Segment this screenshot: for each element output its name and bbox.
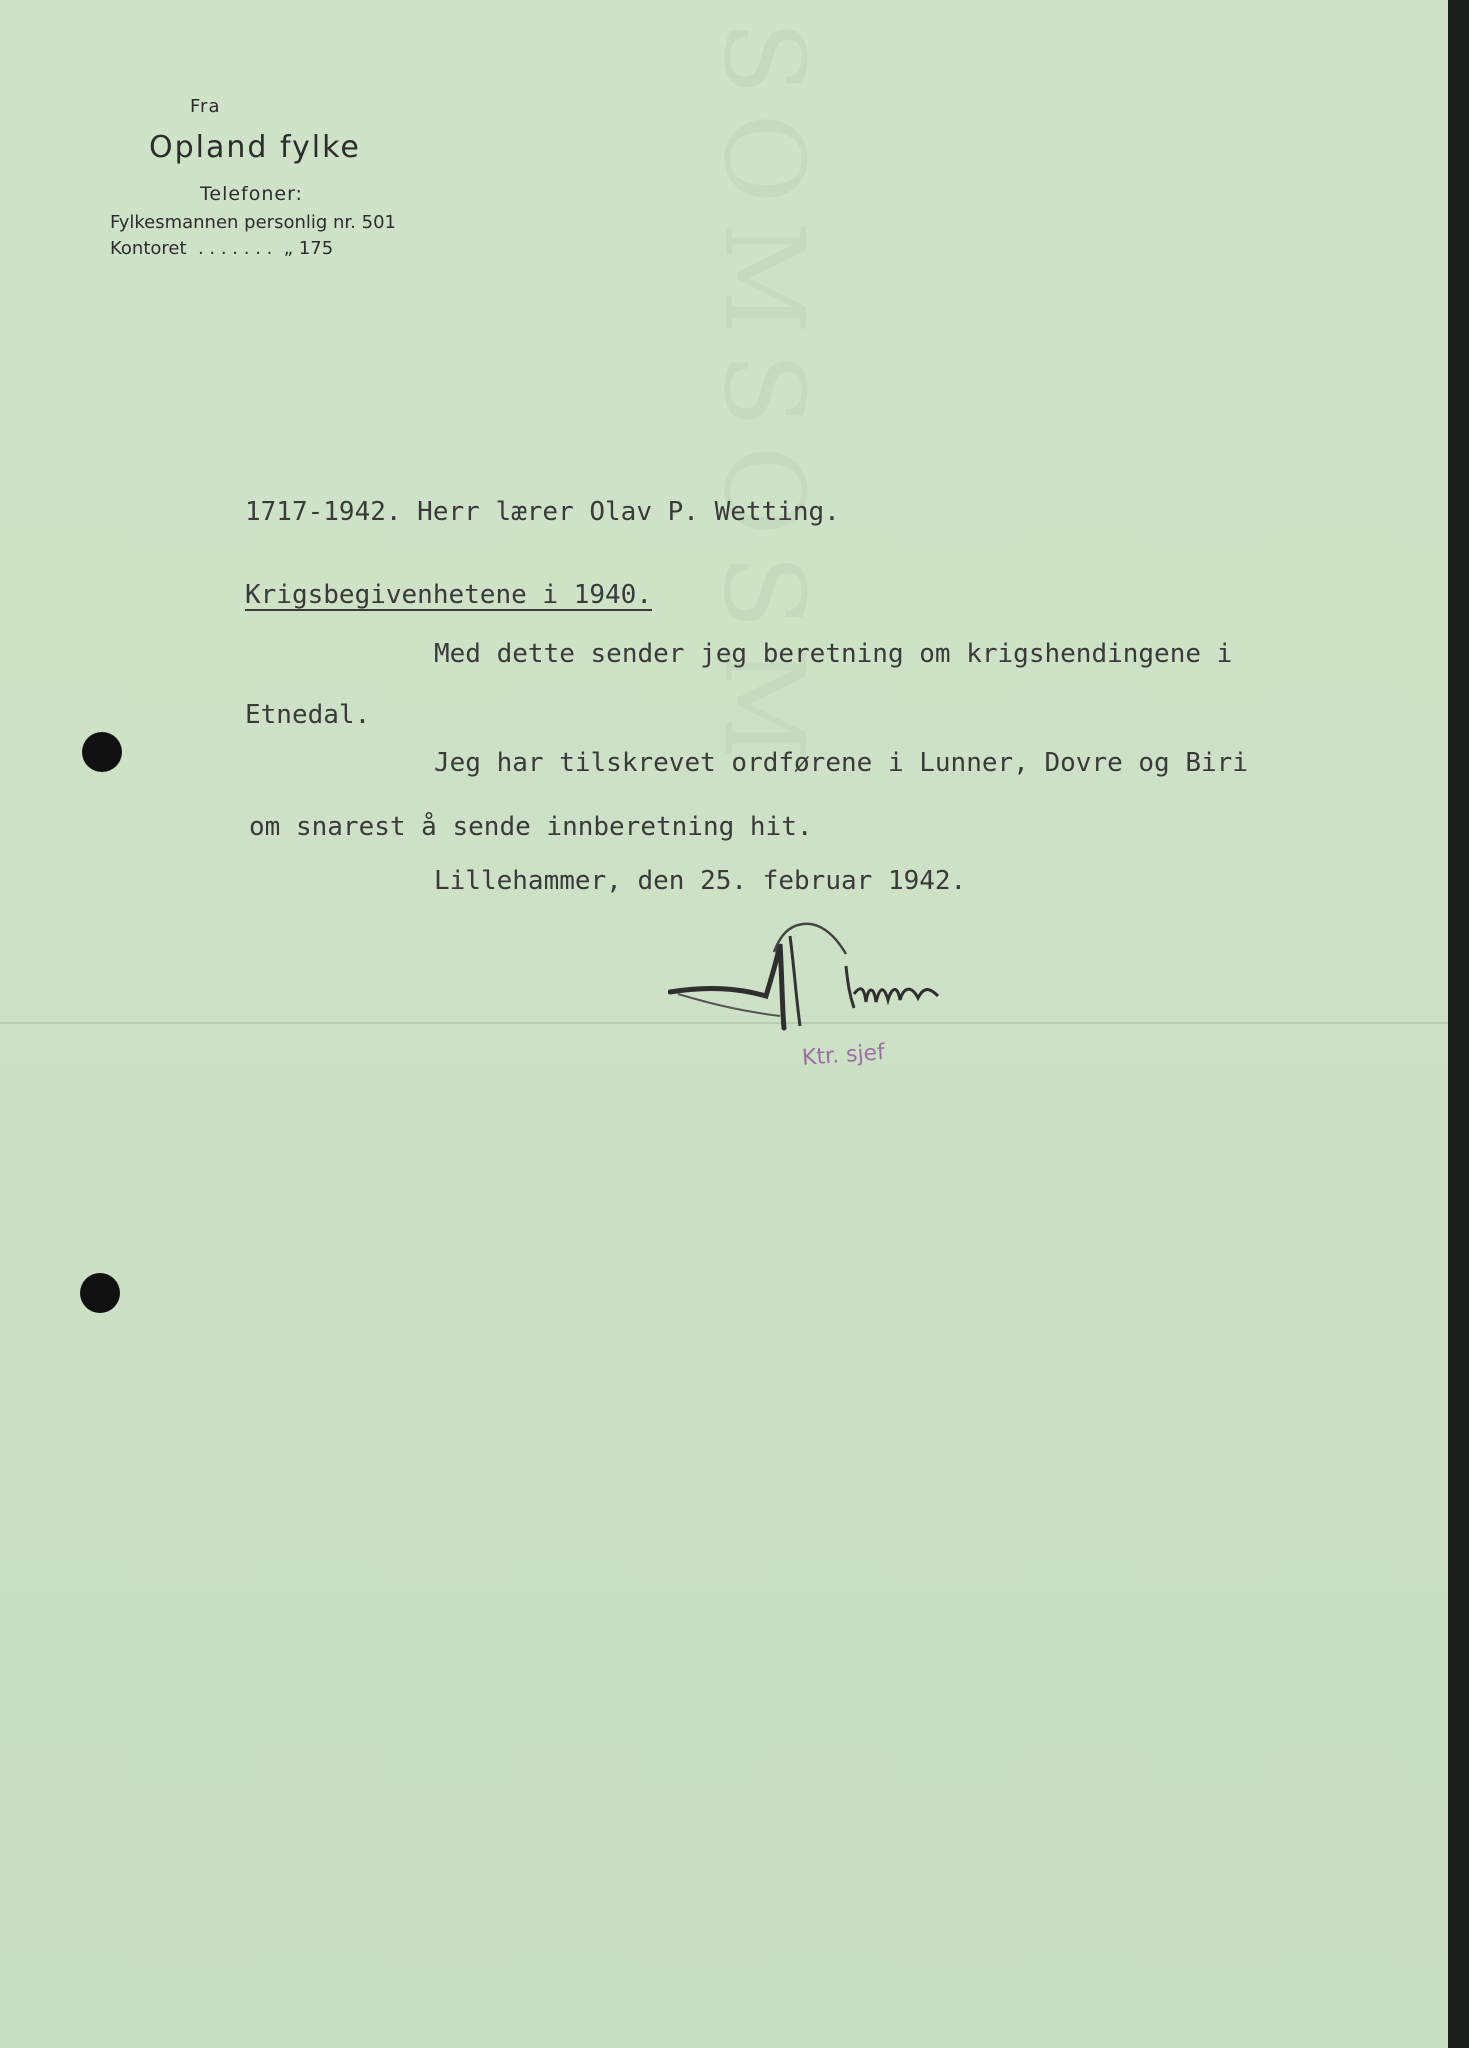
letter-subject: Krigsbegivenhetene i 1940. [245, 580, 652, 610]
punch-hole [80, 1273, 120, 1313]
handwritten-signature-icon [668, 916, 968, 1046]
letter-reference: 1717-1942. Herr lærer Olav P. Wetting. [245, 497, 840, 527]
letterhead-from: Fra [190, 96, 221, 117]
letter-paragraph-1a: Med dette sender jeg beretning om krigshendingene i [434, 639, 1233, 669]
letter-paragraph-1b: Etnedal. [245, 700, 371, 730]
punch-hole [82, 732, 122, 772]
letterhead-phone-2: Kontoret . . . . . . . „ 175 [110, 238, 334, 259]
letterhead-phones-heading: Telefoner: [200, 183, 303, 205]
letter-dateline: Lillehammer, den 25. februar 1942. [434, 866, 967, 896]
stamp-ktr-sjef: Ktr. sjef [801, 1040, 886, 1071]
letterhead-organization: Opland fylke [149, 130, 361, 165]
letter-paragraph-2a: Jeg har tilskrevet ordførene i Lunner, Dovre og Biri [434, 748, 1248, 778]
paper-watermark: SOMSOSM [700, 20, 828, 778]
letterhead-phone-1: Fylkesmannen personlig nr. 501 [110, 212, 396, 233]
letter-paragraph-2b: om snarest å sende innberetning hit. [249, 812, 813, 842]
